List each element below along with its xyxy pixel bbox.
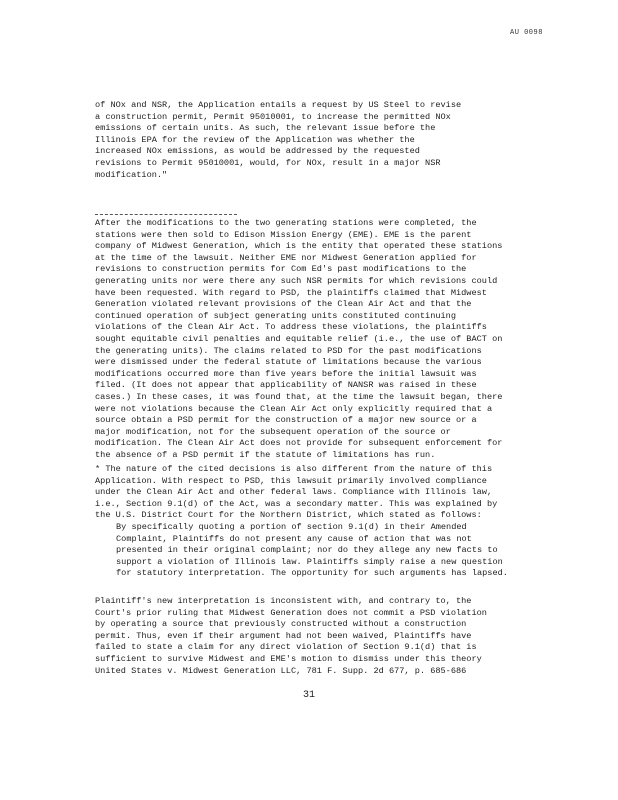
text-line: emissions of certain units. As such, the relevant issue before the [95, 123, 436, 134]
footnote-line: Application. With respect to PSD, this lawsuit primarily involved compliance [95, 475, 487, 486]
footnote-line: violations of the Clean Air Act. To address these violations, the plaintiffs [95, 322, 487, 333]
text-line: revisions to Permit 95010001, would, for NOx, result in a major NSR [95, 157, 441, 168]
footnote-line: After the modifications to the two generating stations were completed, the [95, 218, 477, 228]
footnote-line: were dismissed under the federal statute of limitations because the various [95, 357, 482, 368]
footnote-line: the generating units). The claims related to PSD for the past modifications [95, 345, 482, 356]
quote-line: support a violation of Illinois law. Plaintiffs simply raise a new question [116, 556, 503, 567]
footnote-line: Generation violated relevant provisions of the Clean Air Act and that the [95, 299, 472, 310]
footnote-line: under the Clean Air Act and other federal laws. Compliance with Illinois law, [95, 487, 493, 498]
quote-line: presented in their original complaint; nor do they allege any new facts to [116, 545, 498, 556]
footnote-divider [95, 214, 237, 215]
page-number: 31 [302, 690, 315, 701]
footnote-line: permit. Thus, even if their argument had not been waived, Plaintiffs have [95, 630, 472, 641]
footnote-line: stations were then sold to Edison Mission Energy (EME). EME is the parent [95, 229, 472, 240]
footnote-line: revisions to construction permits for Com Ed's past modifications to the [95, 264, 467, 275]
footnote-line: at the time of the lawsuit. Neither EME nor Midwest Generation applied for [95, 252, 477, 263]
footnote-line: the absence of a PSD permit if the statute of limitations has run. [95, 449, 436, 460]
footnote-line: source obtain a PSD permit for the construction of a major new source or a [95, 415, 477, 426]
footnote-line: were not violations because the Clean Air Act only explicitly required that a [95, 403, 493, 414]
footnote-line: by operating a source that previously constructed without a construction [95, 619, 467, 630]
footnote-line: i.e., Section 9.1(d) of the Act, was a secondary matter. This was explained by [95, 498, 498, 509]
footnote-line: failed to state a claim for any direct violation of Section 9.1(d) that is [95, 642, 477, 653]
footnote-modifications [95, 218, 575, 461]
footnote-plaintiff-interpretation [95, 596, 575, 677]
footnote-line: major modification, not for the subsequent operation of the source or [95, 426, 451, 437]
document-code: AU 0098 [510, 29, 543, 37]
text-line: increased NOx emissions, as would be addressed by the requested [95, 146, 420, 157]
text-line: modification." [95, 169, 168, 180]
text-line: of NOx and NSR, the Application entails a request by US Steel to revise [95, 100, 462, 110]
footnote-line: sufficient to survive Midwest and EME's motion to dismiss under this theory [95, 653, 482, 664]
footnote-line: modification. The Clean Air Act does not provide for subsequent enforcement for [95, 438, 503, 449]
footnote-line: modifications occurred more than five years before the initial lawsuit was [95, 368, 477, 379]
block-quote [116, 522, 576, 580]
footnote-line: Court's prior ruling that Midwest Generation does not commit a PSD violation [95, 607, 487, 618]
footnote-line: company of Midwest Generation, which is the entity that operated these stations [95, 241, 503, 252]
footnote-line: generating units nor were there any such NSR permits for which revisions could [95, 275, 498, 286]
text-line: Illinois EPA for the review of the Application was whether the [95, 134, 415, 145]
main-paragraph [95, 100, 575, 181]
quote-line: for statutory interpretation. The opportunity for such arguments has lapsed. [116, 568, 508, 579]
footnote-line: have been requested. With regard to PSD, the plaintiffs claimed that Midwest [95, 287, 487, 298]
footnote-line: Plaintiff's new interpretation is inconsistent with, and contrary to, the [95, 596, 472, 606]
footnote-line: sought equitable civil penalties and equitable relief (i.e., the use of BACT on [95, 333, 503, 344]
footnote-nature-of-decisions [95, 464, 575, 522]
quote-line: Complaint, Plaintiffs do not present any cause of action that was not [116, 533, 472, 544]
footnote-line: * The nature of the cited decisions is also different from the nature of this [95, 464, 493, 474]
footnote-line: cases.) In these cases, it was found that, at the time the lawsuit began, there [95, 391, 503, 402]
text-line: a construction permit, Permit 95010001, to increase the permitted NOx [95, 111, 451, 122]
footnote-line: United States v. Midwest Generation LLC, 781 F. Supp. 2d 677, p. 685-686 [95, 665, 467, 676]
quote-line: By specifically quoting a portion of section 9.1(d) in their Amended [116, 522, 467, 532]
footnote-line: filed. (It does not appear that applicability of NANSR was raised in these [95, 380, 477, 391]
footnote-line: the U.S. District Court for the Northern District, which stated as follows: [95, 510, 482, 521]
footnote-line: continued operation of subject generating units constituted continuing [95, 310, 456, 321]
